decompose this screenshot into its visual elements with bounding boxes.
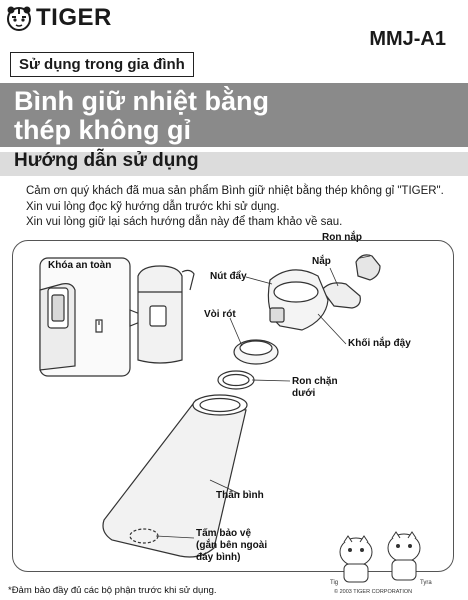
guide-title: Hướng dẫn sử dụng xyxy=(14,150,199,171)
intro-line-3: Xin vui lòng giữ lại sách hướng dẫn này để tham khảo về sau. xyxy=(26,216,343,228)
label-protector-line-3: đáy bình) xyxy=(196,552,241,563)
model-number: MMJ-A1 xyxy=(369,28,446,50)
label-protector-line-1: Tấm bảo vệ xyxy=(196,528,252,539)
label-protector-line-2: (gắn bên ngoài xyxy=(196,540,268,551)
copyright: © 2003 TIGER CORPORATION xyxy=(334,589,413,595)
label-push-button: Nút đẩy xyxy=(210,271,247,282)
label-body: Thân bình xyxy=(216,490,264,501)
mascot-right-name: Tyra xyxy=(420,580,432,586)
mascots-illustration xyxy=(340,532,420,582)
label-safety-lock: Khóa an toàn xyxy=(48,260,112,271)
label-stopper-gasket xyxy=(292,376,338,400)
title-line-1: Bình giữ nhiệt bằng xyxy=(14,86,270,116)
label-stopper-gasket-line-2: dưới xyxy=(292,388,316,399)
usage-badge: Sử dụng trong gia đình xyxy=(10,52,194,77)
brand-name: TIGER xyxy=(36,4,112,31)
footnote: *Đảm bảo đầy đủ các bộ phận trước khi sử dụng. xyxy=(8,585,217,596)
label-lid-unit: Khối nắp đậy xyxy=(348,338,411,349)
label-lid: Nắp xyxy=(312,256,331,267)
title-line-2: thép không gỉ xyxy=(14,115,191,145)
label-spout: Vòi rót xyxy=(204,309,236,320)
intro-line-1: Cảm ơn quý khách đã mua sản phẩm Bình giữ nhiệt bằng thép không gỉ "TIGER". xyxy=(26,185,444,197)
label-protector xyxy=(196,528,267,564)
label-stopper-gasket-line-1: Ron chặn xyxy=(292,376,338,387)
label-lid-gasket: Ron nắp xyxy=(322,232,362,243)
mascot-left-name: Tig xyxy=(330,580,339,586)
intro-line-2: Xin vui lòng đọc kỹ hướng dẫn trước khi sử dụng. xyxy=(26,200,280,213)
